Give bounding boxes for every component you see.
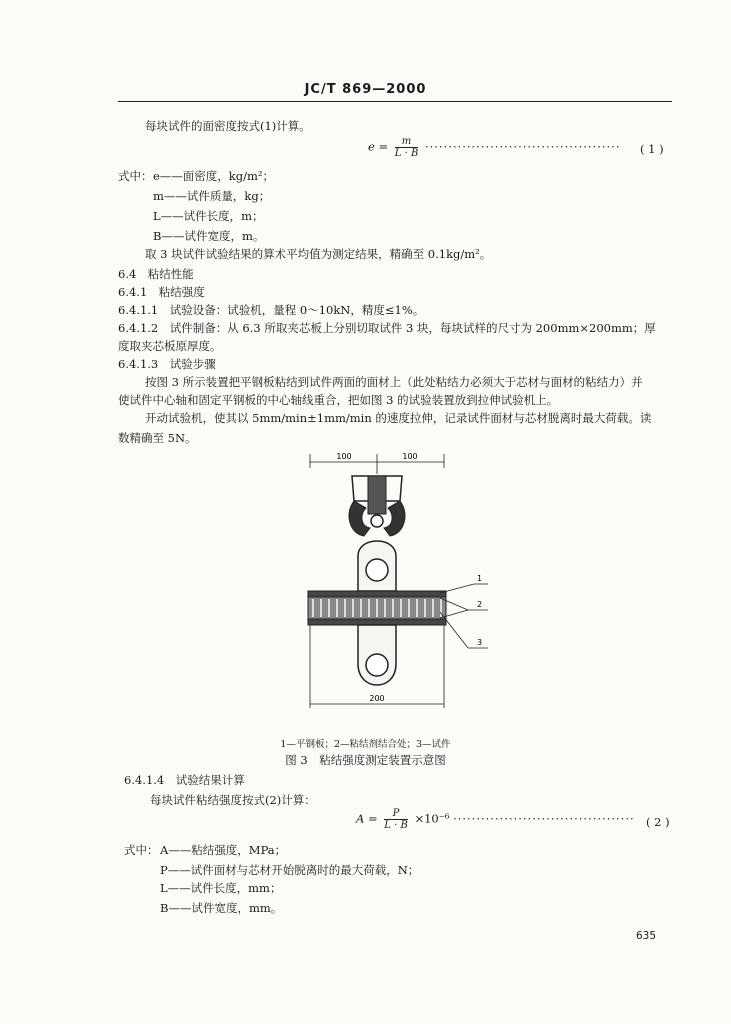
- lower-clevis-hole: [366, 654, 388, 676]
- formula-2-multiplier: ×10⁻⁶: [414, 811, 450, 826]
- where-label-2: 式中：: [124, 843, 159, 857]
- right-hook: [384, 501, 405, 536]
- dimension-label-left: 100: [336, 452, 352, 461]
- formula-1-denominator: L · B: [394, 148, 419, 159]
- density-result-note: 取 3 块试件试验结果的算术平均值为测定结果，精确至 0.1kg/m²。: [145, 247, 492, 261]
- left-hook: [349, 501, 370, 536]
- formula-2-leader: ·······································: [453, 811, 635, 826]
- standard-code-header: JC/T 869—2000: [304, 82, 427, 97]
- formula-2-number: ( 2 ): [646, 815, 670, 829]
- figure-legend: 1—平钢板；2—粘结剂结合处；3—试件: [280, 739, 451, 750]
- var-definition: B——试件宽度，m。: [153, 229, 265, 243]
- formula-1-number: ( 1 ): [640, 142, 664, 156]
- var-definition: L——试件长度，mm；: [160, 881, 282, 895]
- bond-strength-intro: 每块试件粘结强度按式(2)计算：: [150, 793, 316, 807]
- procedure-para2-line1: 开动试验机，使其以 5mm/min±1mm/min 的速度拉伸，记录试件面材与芯材脱离时最大荷载。读: [145, 411, 652, 425]
- section-6-4-title: 6.4 粘结性能: [118, 267, 194, 281]
- section-6-4-1-3-title: 6.4.1.3 试验步骤: [118, 357, 216, 371]
- bond-strength-test-apparatus-figure: [290, 446, 510, 714]
- var-definition: L——试件长度，m；: [153, 209, 264, 223]
- upper-clevis-hole: [366, 559, 388, 581]
- upper-pin: [371, 515, 383, 527]
- figure-caption: 图 3 粘结强度测定装置示意图: [285, 753, 446, 767]
- page-number: 635: [636, 930, 657, 942]
- upper-grip-shaft: [368, 476, 386, 514]
- section-6-4-1-2-line2: 度取夹芯板原厚度。: [118, 339, 222, 353]
- formula-1-lhs: e =: [368, 139, 389, 154]
- density-intro: 每块试件的面密度按式(1)计算。: [145, 119, 311, 133]
- section-6-4-1-4-title: 6.4.1.4 试验结果计算: [124, 773, 245, 787]
- formula-2-denominator: L · B: [384, 820, 408, 831]
- formula-1: [368, 136, 621, 159]
- var-definition: A——粘结强度，MPa；: [160, 843, 287, 857]
- callout-label-2: 2: [477, 600, 483, 609]
- upper-steel-plate: [308, 591, 446, 597]
- callout-label-1: 1: [477, 574, 483, 583]
- callout-label-3: 3: [477, 638, 483, 647]
- procedure-para1-line2: 使试件中心轴和固定平钢板的中心轴线重合，把如图 3 的试验装置放到拉伸试验机上。: [118, 393, 559, 407]
- section-6-4-1-1: 6.4.1.1 试验设备：试验机，量程 0～10kN，精度≤1%。: [118, 303, 425, 317]
- procedure-para2-line2: 数精确至 5N。: [118, 431, 197, 445]
- formula-2: [356, 808, 635, 831]
- dimension-label-right: 100: [402, 452, 418, 461]
- lower-steel-plate: [308, 619, 446, 625]
- var-definition: P——试件面材与芯材开始脱离时的最大荷载，N；: [160, 863, 420, 877]
- var-definition: e——面密度，kg/m²；: [153, 169, 275, 183]
- formula-2-fraction: [384, 808, 408, 831]
- formula-1-numerator: m: [395, 136, 419, 148]
- dimension-label-bottom: 200: [369, 694, 385, 703]
- formula-1-fraction: [395, 136, 419, 159]
- formula-1-leader: ··········································: [424, 139, 621, 154]
- section-6-4-1-2-line1: 6.4.1.2 试件制备：从 6.3 所取夹芯板上分别切取试件 3 块，每块试样的尺寸为 200mm×200mm；厚: [118, 321, 656, 335]
- where-label-1: 式中：: [118, 169, 153, 183]
- formula-2-numerator: P: [384, 808, 408, 820]
- callout-leader-1: [440, 584, 474, 593]
- var-definition: m——试件质量，kg；: [153, 189, 271, 203]
- var-definition: B——试件宽度，mm。: [160, 901, 283, 915]
- formula-2-lhs: A =: [356, 811, 378, 826]
- section-6-4-1-title: 6.4.1 粘结强度: [118, 285, 205, 299]
- procedure-para1-line1: 按图 3 所示装置把平钢板粘结到试件两面的面材上（此处粘结力必须大于芯材与面材的粘结力）并: [145, 375, 643, 389]
- header-rule: [118, 101, 672, 102]
